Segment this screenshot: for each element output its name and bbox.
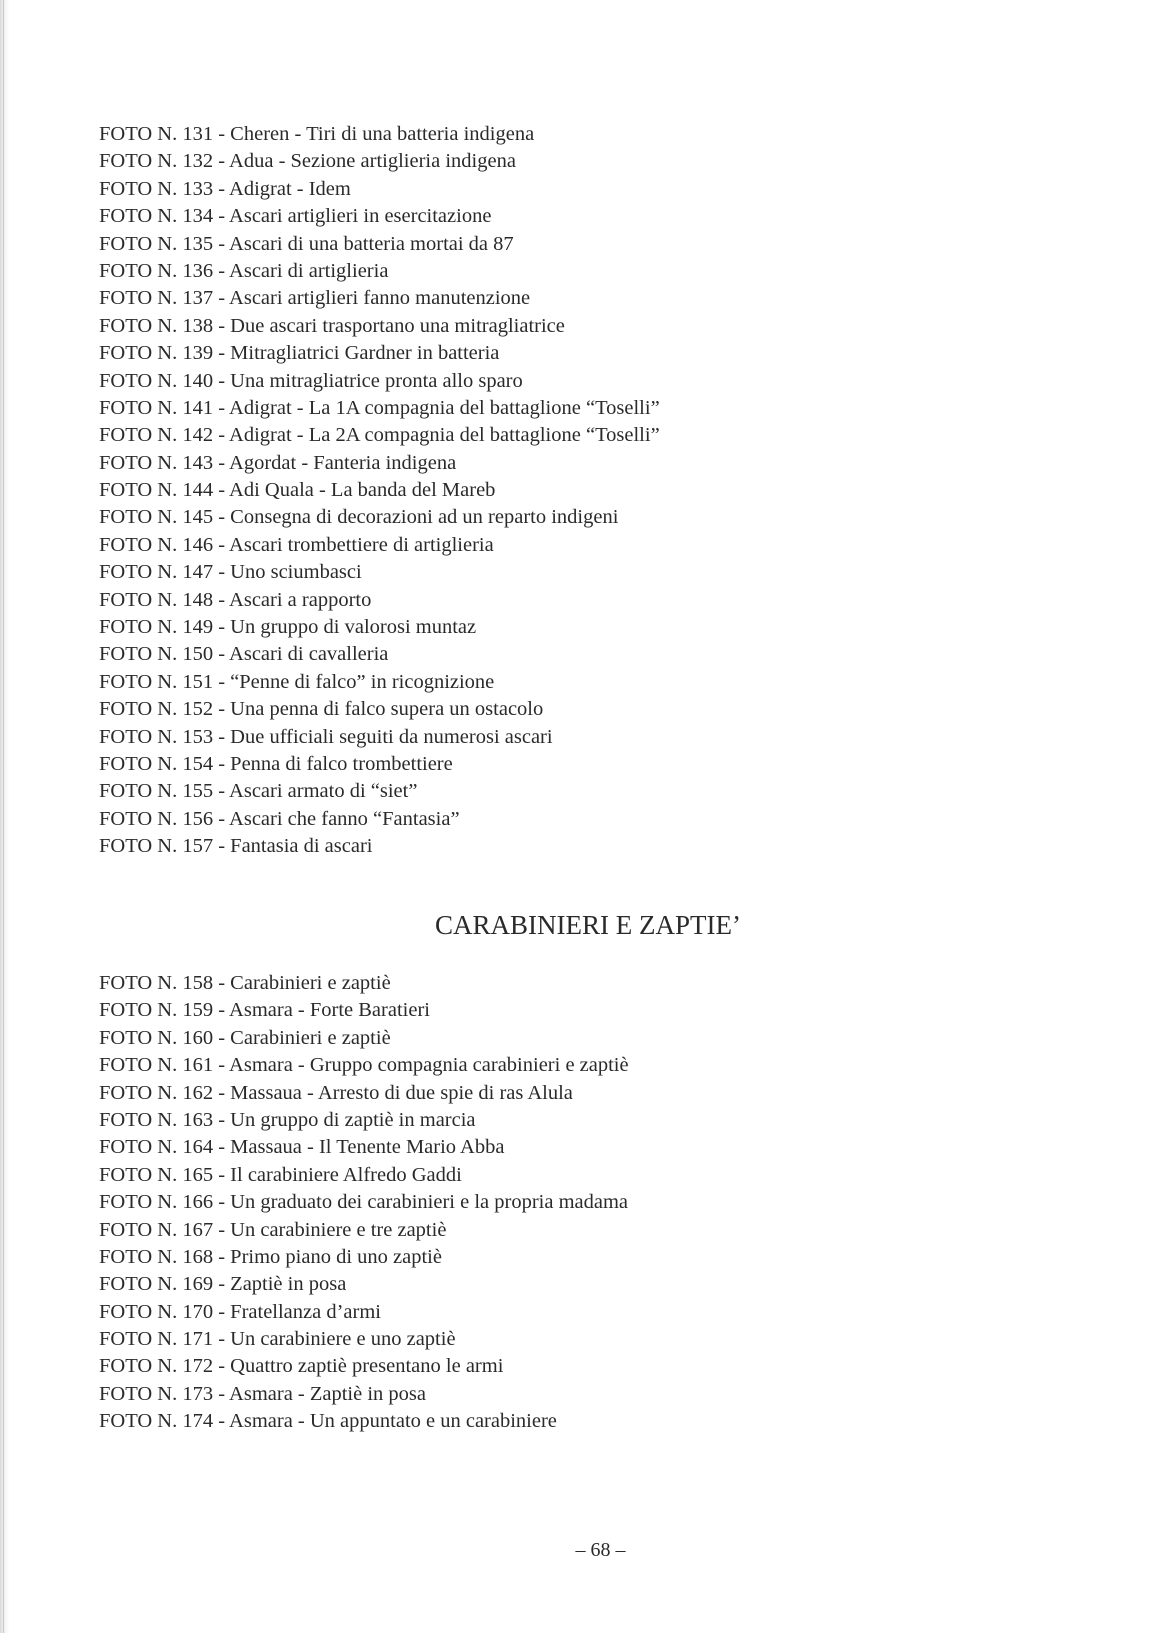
list-item: FOTO N. 139 - Mitragliatrici Gardner in batteria [99, 342, 500, 365]
list-item: FOTO N. 145 - Consegna di decorazioni ad un reparto indigeni [99, 506, 619, 529]
list-item: FOTO N. 163 - Un gruppo di zaptiè in marcia [99, 1108, 476, 1131]
list-item: FOTO N. 136 - Ascari di artiglieria [99, 259, 389, 282]
list-item: FOTO N. 156 - Ascari che fanno “Fantasia” [99, 807, 460, 830]
list-item: FOTO N. 161 - Asmara - Gruppo compagnia carabinieri e zaptiè [99, 1054, 629, 1077]
list-item: FOTO N. 168 - Primo piano di uno zaptiè [99, 1245, 442, 1268]
list-item: FOTO N. 157 - Fantasia di ascari [99, 835, 373, 858]
photo-list-section-2 [99, 970, 629, 1436]
list-item: FOTO N. 140 - Una mitragliatrice pronta allo sparo [99, 369, 523, 392]
list-item: FOTO N. 159 - Asmara - Forte Baratieri [99, 999, 430, 1022]
list-item: FOTO N. 164 - Massaua - Il Tenente Mario Abba [99, 1136, 505, 1159]
list-item: FOTO N. 171 - Un carabiniere e uno zaptiè [99, 1328, 456, 1351]
list-item: FOTO N. 149 - Un gruppo di valorosi muntaz [99, 616, 477, 639]
list-item: FOTO N. 155 - Ascari armato di “siet” [99, 780, 418, 803]
list-item: FOTO N. 160 - Carabinieri e zaptiè [99, 1026, 391, 1049]
list-item: FOTO N. 135 - Ascari di una batteria mortai da 87 [99, 232, 514, 255]
list-item: FOTO N. 167 - Un carabiniere e tre zaptiè [99, 1218, 447, 1241]
list-item: FOTO N. 131 - Cheren - Tiri di una batteria indigena [99, 123, 535, 145]
list-item: FOTO N. 173 - Asmara - Zaptiè in posa [99, 1382, 426, 1405]
list-item: FOTO N. 154 - Penna di falco trombettiere [99, 752, 453, 775]
list-item: FOTO N. 133 - Adigrat - Idem [99, 177, 351, 200]
list-item: FOTO N. 165 - Il carabiniere Alfredo Gaddi [99, 1163, 462, 1186]
section-heading: CARABINIERI E ZAPTIE’ [435, 910, 741, 940]
list-item: FOTO N. 141 - Adigrat - La 1A compagnia del battaglione “Toselli” [99, 396, 660, 419]
list-item: FOTO N. 143 - Agordat - Fanteria indigena [99, 451, 457, 474]
list-item: FOTO N. 150 - Ascari di cavalleria [99, 643, 389, 666]
scanned-page-edge [0, 0, 10, 1633]
list-item: FOTO N. 166 - Un graduato dei carabinieri e la propria madama [99, 1191, 629, 1214]
list-item: FOTO N. 153 - Due ufficiali seguiti da numerosi ascari [99, 725, 553, 748]
list-item: FOTO N. 147 - Uno sciumbasci [99, 561, 362, 584]
list-item: FOTO N. 138 - Due ascari trasportano una mitragliatrice [99, 314, 565, 337]
list-item: FOTO N. 142 - Adigrat - La 2A compagnia del battaglione “Toselli” [99, 424, 660, 447]
list-item: FOTO N. 144 - Adi Quala - La banda del Mareb [99, 479, 496, 502]
list-item: FOTO N. 162 - Massaua - Arresto di due spie di ras Alula [99, 1081, 573, 1104]
list-item: FOTO N. 152 - Una penna di falco supera un ostacolo [99, 698, 544, 721]
list-item: FOTO N. 158 - Carabinieri e zaptiè [99, 972, 391, 994]
list-item: FOTO N. 174 - Asmara - Un appuntato e un carabiniere [99, 1410, 557, 1433]
list-item: FOTO N. 170 - Fratellanza d’armi [99, 1300, 381, 1323]
photo-list-section-1 [99, 121, 660, 861]
list-item: FOTO N. 148 - Ascari a rapporto [99, 588, 372, 611]
list-item: FOTO N. 132 - Adua - Sezione artiglieria indigena [99, 150, 516, 173]
list-item: FOTO N. 169 - Zaptiè in posa [99, 1273, 347, 1296]
list-item: FOTO N. 146 - Ascari trombettiere di artiglieria [99, 533, 494, 556]
list-item: FOTO N. 134 - Ascari artiglieri in esercitazione [99, 205, 492, 228]
page-number: – 68 – [575, 1539, 626, 1561]
list-item: FOTO N. 151 - “Penne di falco” in ricognizione [99, 670, 495, 693]
list-item: FOTO N. 172 - Quattro zaptiè presentano le armi [99, 1355, 504, 1378]
list-item: FOTO N. 137 - Ascari artiglieri fanno manutenzione [99, 287, 531, 310]
